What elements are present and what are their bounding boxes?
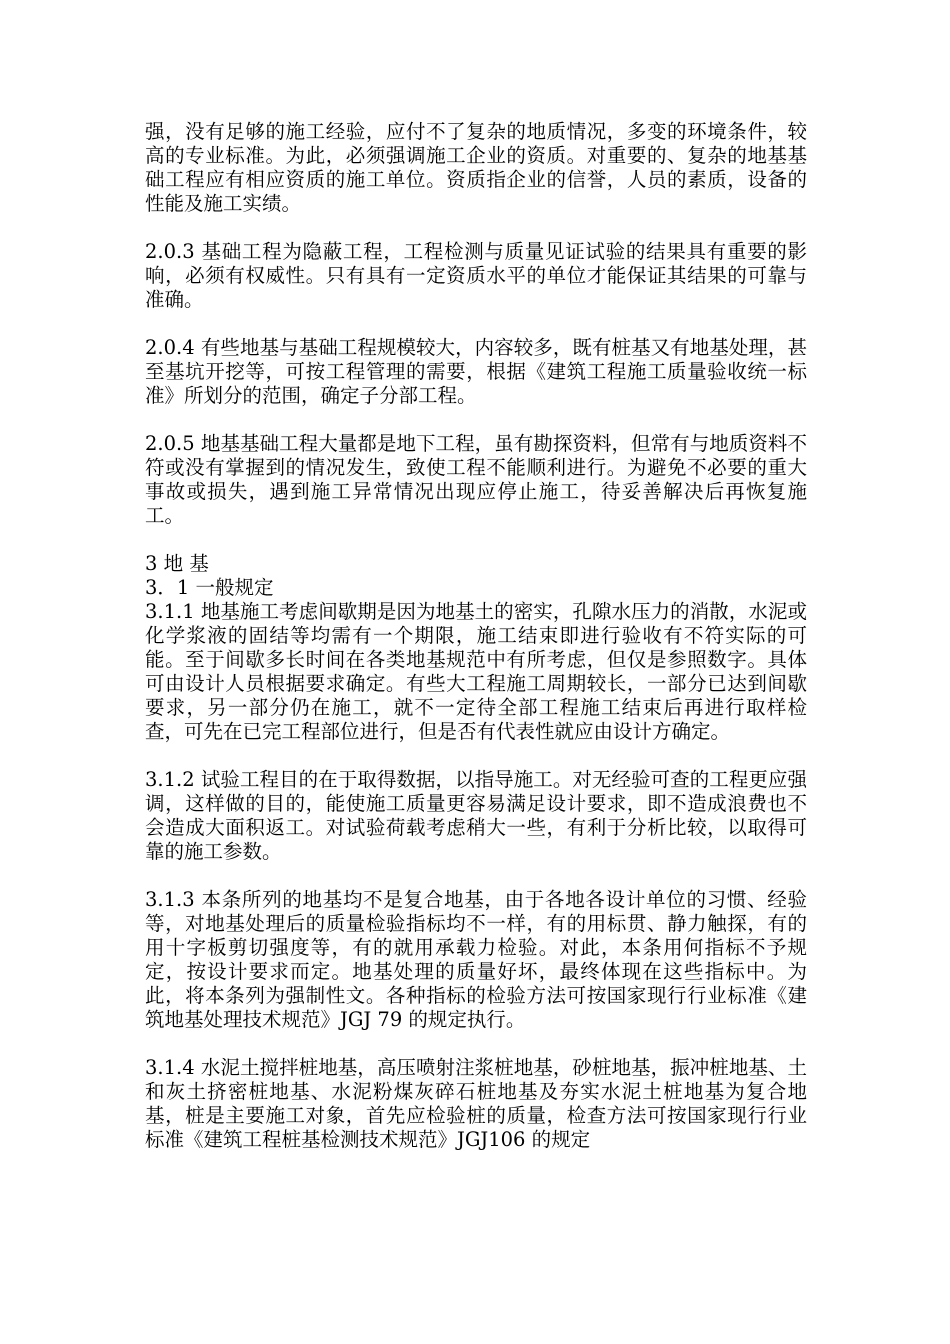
paragraph-2-0-3: 2.0.3 基础工程为隐蔽工程，工程检测与质量见证试验的结果具有重要的影响，必须有权威性。只有具有一定资质水平的单位才能保证其结果的可靠与准确。 — [145, 240, 807, 311]
paragraph-3-1-1: 3.1.1 地基施工考虑间歇期是因为地基土的密实，孔隙水压力的消散，水泥或化学浆液的固结等均需有一个期限，施工结束即进行验收有不符实际的可能。至于间歇多长时间在各类地基规范中有所考虑，但仅是参照数字。具体可由设计人员根据要求确定。有些大工程施工周期较长，一部分已达到间歇要求，另一部分仍在施工，就不一定待全部工程施工结束后再进行取样检查，可先在已完工程部位进行，但是否有代表性就应由设计方确定。 — [145, 600, 807, 743]
paragraph-3-1-2: 3.1.2 试验工程目的在于取得数据，以指导施工。对无经验可查的工程更应强调，这样做的目的，能使施工质量更容易满足设计要求，即不造成浪费也不会造成大面积返工。对试验荷载考虑稍大一些，有利于分析比较，以取得可靠的施工参数。 — [145, 768, 807, 863]
section-heading-3: 3 地 基 — [145, 552, 209, 575]
paragraph-3-1-4: 3.1.4 水泥土搅拌桩地基，高压喷射注浆桩地基，砂桩地基，振冲桩地基、土和灰土挤密桩地基、水泥粉煤灰碎石桩地基及夯实水泥土桩地基为复合地基，桩是主要施工对象，首先应检验桩的质量，检查方法可按国家现行行业标准《建筑工程桩基检测技术规范》JGJ106 的规定 — [145, 1056, 807, 1151]
subsection-heading-3-1: 3．1 一般规定 — [145, 576, 274, 599]
document-page — [145, 120, 807, 1176]
paragraph-2-0-4: 2.0.4 有些地基与基础工程规模较大，内容较多，既有桩基又有地基处理，甚至基坑开挖等，可按工程管理的需要，根据《建筑工程施工质量验收统一标准》所划分的范围，确定子分部工程。 — [145, 336, 807, 407]
paragraph-continuation: 强，没有足够的施工经验，应付不了复杂的地质情况，多变的环境条件，较高的专业标准。为此，必须强调施工企业的资质。对重要的、复杂的地基基础工程应有相应资质的施工单位。资质指企业的信誉，人员的素质，设备的性能及施工实绩。 — [145, 120, 807, 215]
paragraph-2-0-5: 2.0.5 地基基础工程大量都是地下工程，虽有勘探资料，但常有与地质资料不符或没有掌握到的情况发生，致使工程不能顺利进行。为避免不必要的重大事故或损失，遇到施工异常情况出现应停止施工，待妥善解决后再恢复施工。 — [145, 432, 807, 527]
paragraph-3-1-3: 3.1.3 本条所列的地基均不是复合地基，由于各地各设计单位的习惯、经验等，对地基处理后的质量检验指标均不一样，有的用标贯、静力触探，有的用十字板剪切强度等，有的就用承载力检验。对此，本条用何指标不予规定，按设计要求而定。地基处理的质量好坏，最终体现在这些指标中。为此，将本条列为强制性文。各种指标的检验方法可按国家现行行业标准《建筑地基处理技术规范》JGJ 79 的规定执行。 — [145, 888, 807, 1031]
